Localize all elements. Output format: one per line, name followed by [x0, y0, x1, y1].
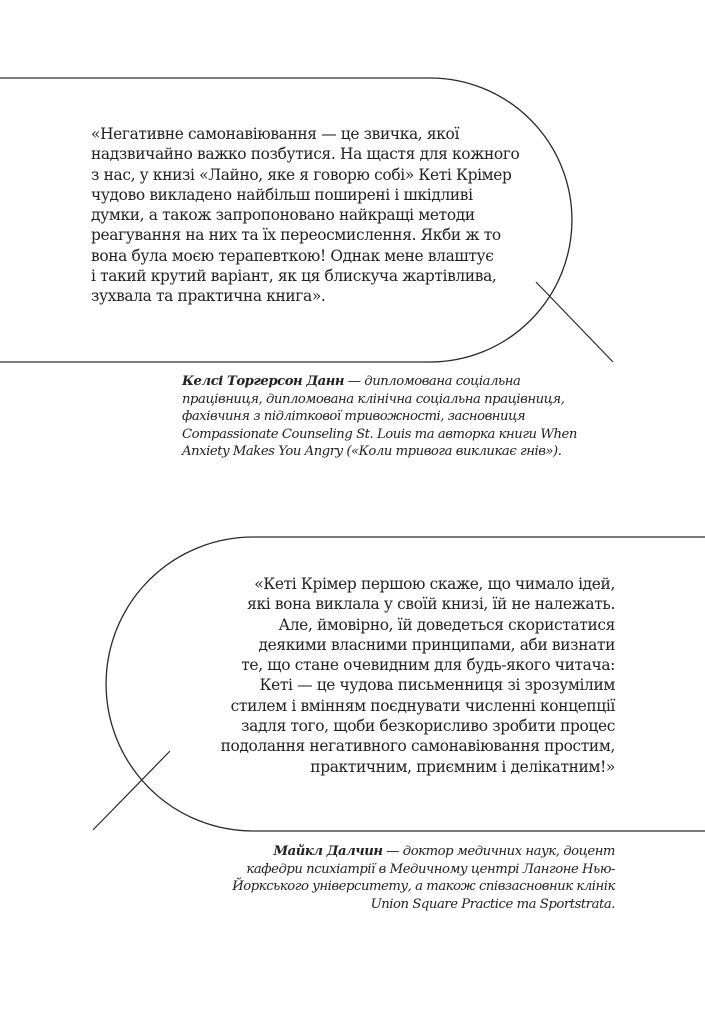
- quote-line: «Кеті Крімер першою скаже, що чимало ідей,: [254, 575, 615, 593]
- quote-line: те, що стане очевидним для будь-якого читача:: [241, 656, 615, 675]
- author-bio-line: Compassionate Counseling St. Louis та авторка книги When: [182, 426, 577, 442]
- author-bio-line: кафедри психіатрії в Медичному центрі Лангоне Нью-: [246, 861, 615, 877]
- quote-line: надзвичайно важко позбутися. На щастя для кожного: [91, 145, 520, 164]
- quote-1: [91, 124, 541, 307]
- quote-line: «Негативне самонавіювання — це звичка, якої: [91, 125, 460, 143]
- quote-line: і такий крутий варіант, як ця блискуча жартівлива,: [91, 267, 497, 286]
- author-bio-line: — доктор медичних наук, доцент: [382, 844, 615, 859]
- quote-line: з нас, у книзі «Лайно, яке я говорю собі» Кеті Крімер: [91, 165, 512, 184]
- quote-line: реагування на них та їх переосмислення. Якби ж то: [91, 226, 501, 245]
- attribution-2: [232, 843, 615, 913]
- author-bio-line: Anxiety Makes You Angry («Коли тривога викликає гнів»).: [182, 444, 562, 460]
- quote-line: які вона виклала у своїй книзі, їй не належать.: [247, 595, 615, 614]
- quote-line: вона була моєю терапевткою! Однак мене влаштує: [91, 246, 494, 265]
- author-bio-line: фахівчиня з підліткової тривожності, засновниця: [182, 409, 526, 425]
- author-bio-line: — дипломована соціальна: [344, 374, 521, 389]
- quote-line: Кеті — це чудова письменниця зі зрозумілим: [259, 676, 615, 695]
- quote-line: зухвала та практична книга».: [91, 287, 326, 306]
- cross-line-bottom: [93, 751, 170, 830]
- author-name: Майкл Далчин: [273, 844, 383, 859]
- quote-line: думки, а також запропоновано найкращі методи: [91, 206, 475, 225]
- quote-line: Але, ймовірно, їй доведеться скористатися: [278, 615, 615, 634]
- author-bio-line: Йоркського університету, а також співзасновник клінік: [232, 879, 615, 895]
- quote-line: подолання негативного самонавіювання простим,: [220, 737, 615, 756]
- attribution-1: [182, 373, 577, 461]
- quote-line: практичним, приємним і делікатним!»: [310, 757, 615, 776]
- quote-2: [165, 574, 615, 777]
- author-bio-line: працівниця, дипломована клінічна соціальна працівниця,: [182, 391, 565, 407]
- quote-line: задля того, щоби безкорисливо зробити процес: [241, 717, 615, 736]
- author-name: Келсі Торгерсон Данн: [182, 374, 345, 389]
- quote-line: чудово викладено найбільш поширені і шкідливі: [91, 185, 473, 204]
- author-bio-line: Union Square Practice та Sportstrata.: [370, 896, 615, 912]
- quote-line: стилем і вмінням поєднувати численні концепції: [230, 696, 615, 715]
- cross-line-top: [536, 282, 613, 362]
- quote-line: деякими власними принципами, аби визнати: [258, 635, 615, 654]
